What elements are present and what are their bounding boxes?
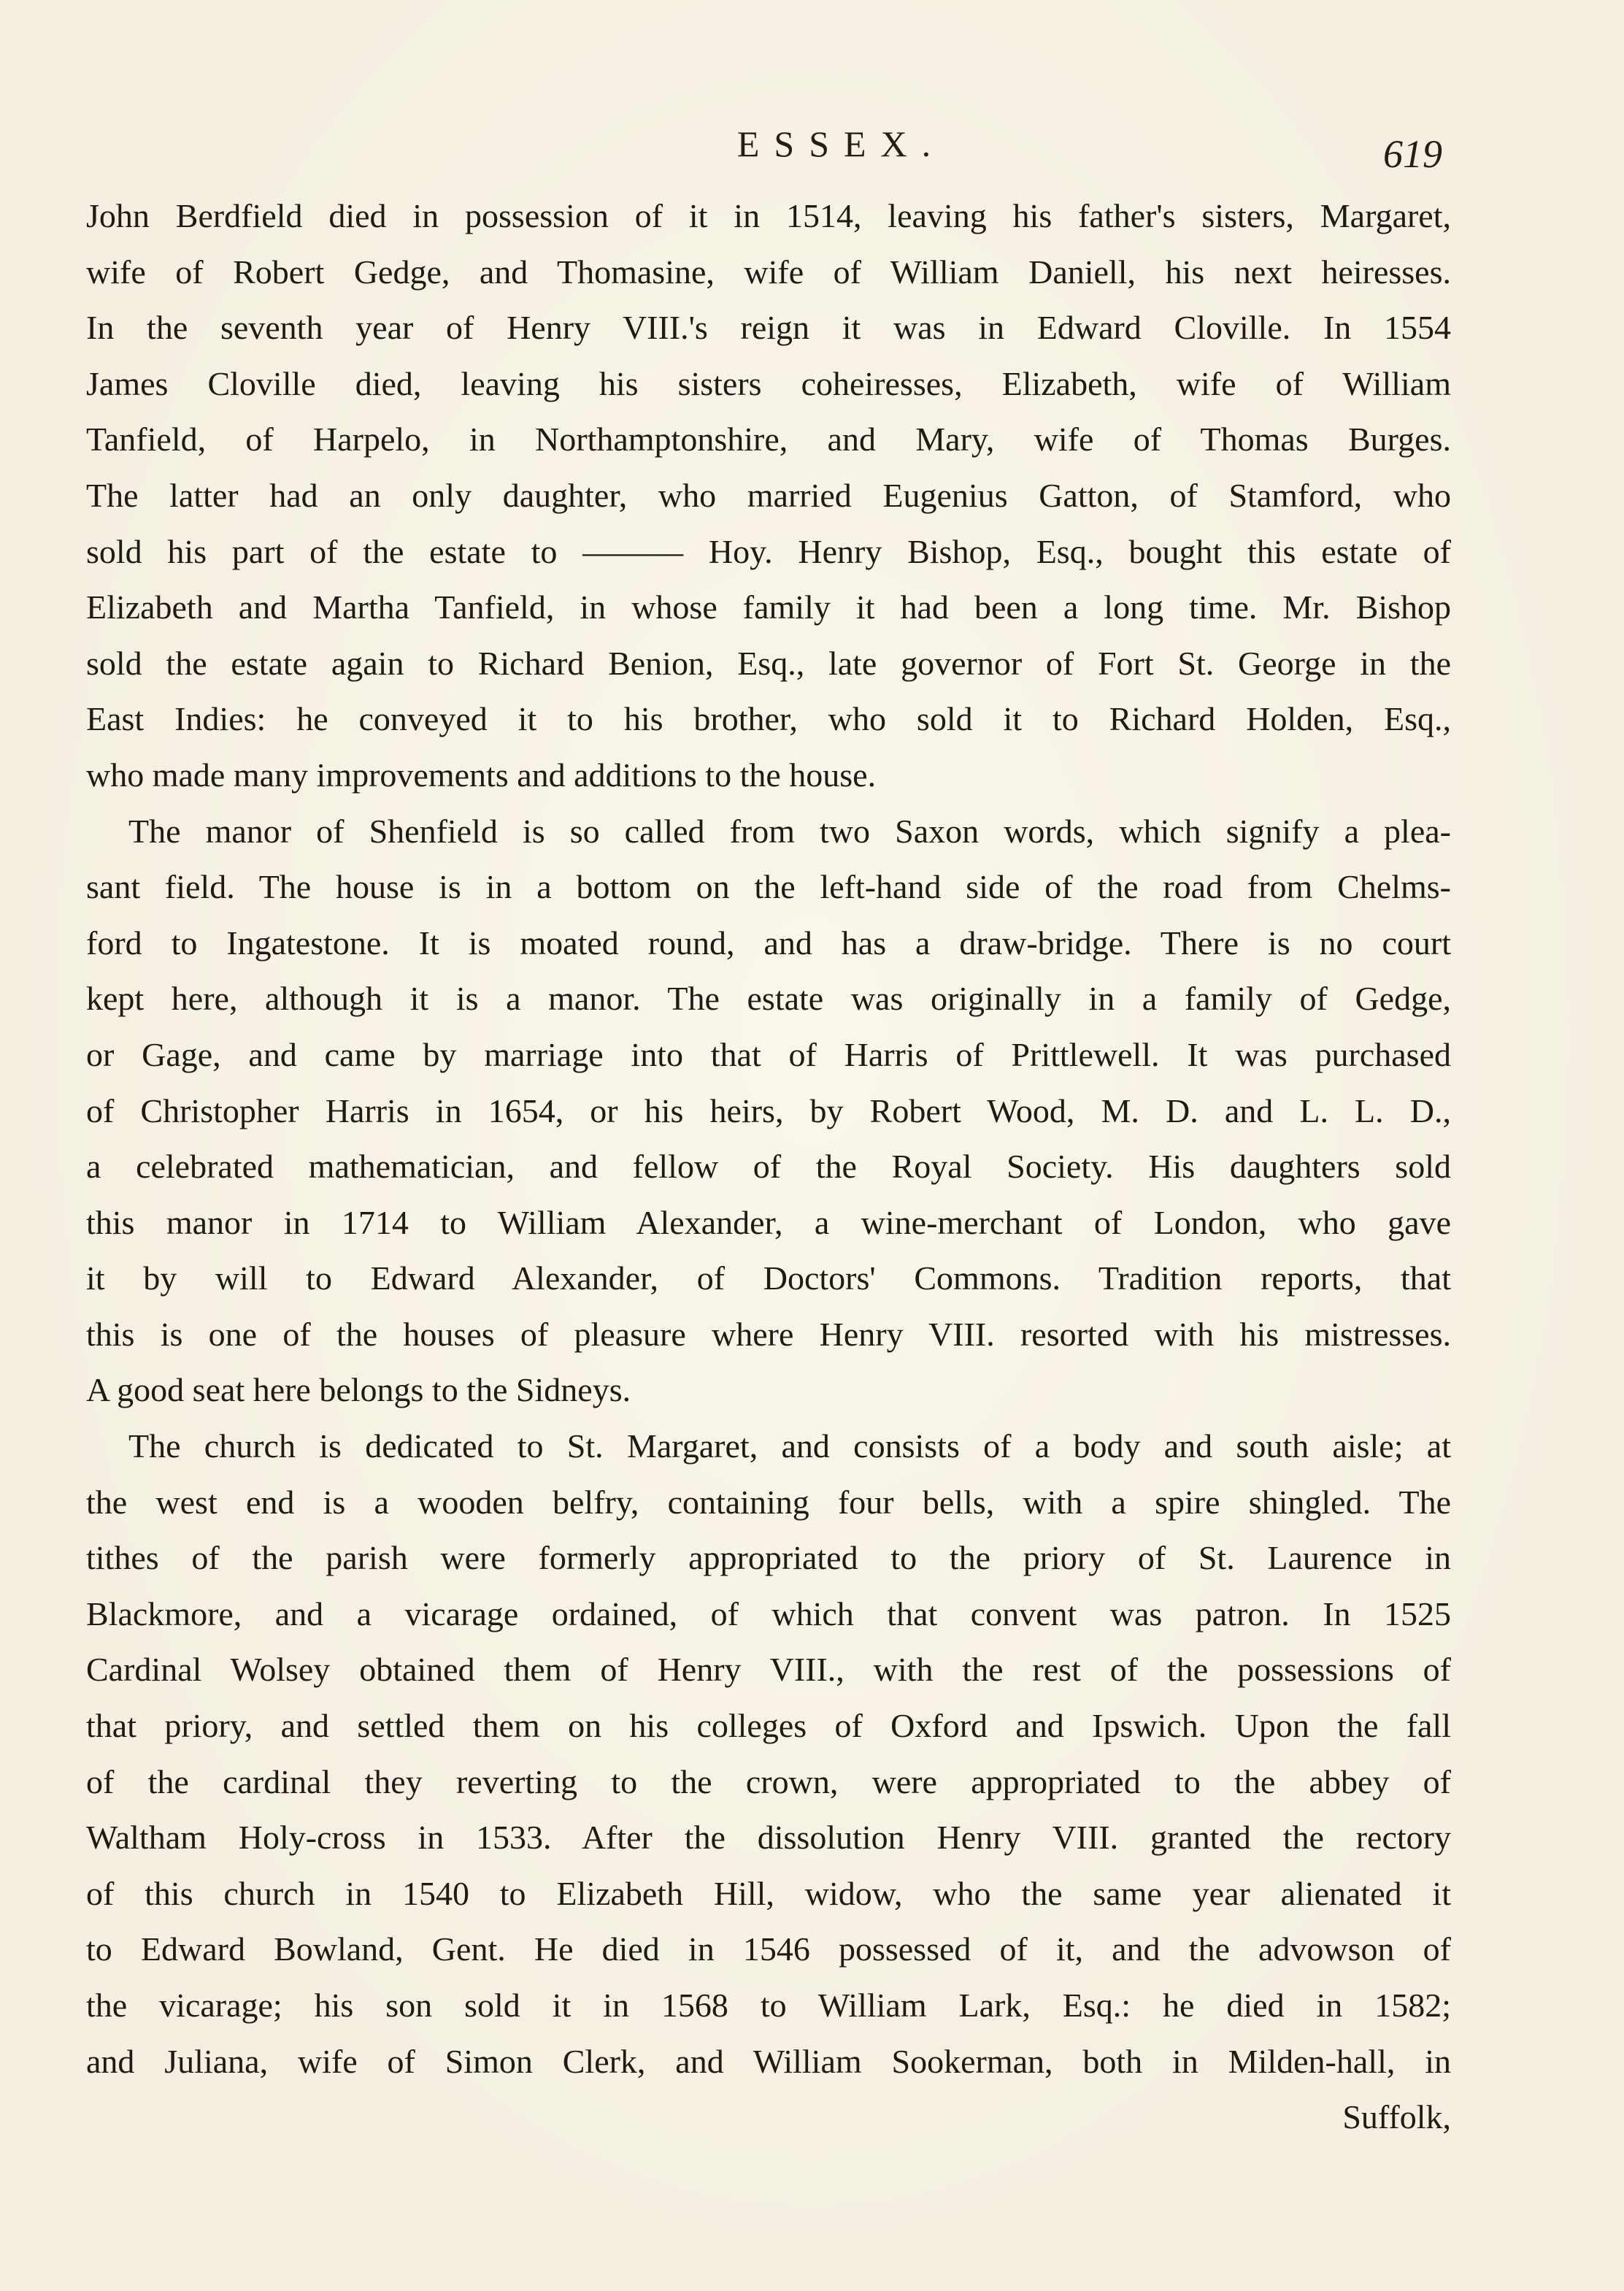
text-line: this manor in 1714 to William Alexander, a wine-merchant of London, who gave bbox=[86, 1203, 1451, 1241]
running-title: ESSEX. bbox=[736, 123, 946, 164]
text-line: kept here, although it is a manor. The estate was originally in a family of Gedge, bbox=[86, 980, 1451, 1018]
text-line: Blackmore, and a vicarage ordained, of which that convent was patron. In 1525 bbox=[86, 1595, 1451, 1632]
text-line: The manor of Shenfield is so called from two Saxon words, which signify a plea- bbox=[128, 812, 1451, 850]
text-line: Tanfield, of Harpelo, in Northamptonshire, and Mary, wife of Thomas Burges. bbox=[86, 421, 1451, 458]
text-line: A good seat here belongs to the Sidneys. bbox=[86, 1371, 631, 1409]
text-line: that priory, and settled them on his colleges of Oxford and Ipswich. Upon the fall bbox=[86, 1707, 1451, 1745]
text-line: or Gage, and came by marriage into that of Harris of Prittlewell. It was purchased bbox=[86, 1035, 1451, 1073]
text-line: this is one of the houses of pleasure where Henry VIII. resorted with his mistresses. bbox=[86, 1315, 1451, 1353]
text-line: John Berdfield died in possession of it in 1514, leaving his father's sisters, Margaret, bbox=[86, 197, 1451, 234]
text-line: to Edward Bowland, Gent. He died in 1546 possessed of it, and the advowson of bbox=[86, 1930, 1451, 1968]
text-line: of this church in 1540 to Elizabeth Hill, widow, who the same year alienated it bbox=[86, 1874, 1451, 1912]
text-line: and Juliana, wife of Simon Clerk, and William Sookerman, both in Milden-hall, in bbox=[86, 2042, 1451, 2080]
text-line: tithes of the parish were formerly appropriated to the priory of St. Laurence in bbox=[86, 1539, 1451, 1577]
text-line: the vicarage; his son sold it in 1568 to William Lark, Esq.: he died in 1582; bbox=[86, 1987, 1451, 2024]
text-line: sold his part of the estate to ——— Hoy. Henry Bishop, Esq., bought this estate of bbox=[86, 532, 1451, 570]
text-line: the west end is a wooden belfry, containing four bells, with a spire shingled. The bbox=[86, 1483, 1451, 1521]
body-text bbox=[86, 188, 1451, 2146]
text-line: Cardinal Wolsey obtained them of Henry VIII., with the rest of the possessions of bbox=[86, 1651, 1451, 1689]
catchword: Suffolk, bbox=[1342, 2098, 1451, 2136]
text-line: of the cardinal they reverting to the crown, were appropriated to the abbey of bbox=[86, 1762, 1451, 1800]
page-number: 619 bbox=[1383, 132, 1442, 176]
text-line: The latter had an only daughter, who married Eugenius Gatton, of Stamford, who bbox=[86, 476, 1451, 514]
text-line: The church is dedicated to St. Margaret, and consists of a body and south aisle; at bbox=[128, 1427, 1451, 1465]
text-line: wife of Robert Gedge, and Thomasine, wife of William Daniell, his next heiresses. bbox=[86, 253, 1451, 291]
text-line: of Christopher Harris in 1654, or his heirs, by Robert Wood, M. D. and L. L. D., bbox=[86, 1091, 1451, 1129]
text-line: sant field. The house is in a bottom on the left-hand side of the road from Chelms- bbox=[86, 868, 1451, 906]
text-line: who made many improvements and additions to the house. bbox=[86, 756, 877, 794]
text-line: In the seventh year of Henry VIII.'s reign it was in Edward Cloville. In 1554 bbox=[86, 309, 1451, 347]
text-line: sold the estate again to Richard Benion, Esq., late governor of Fort St. George in the bbox=[86, 644, 1451, 682]
text-line: ford to Ingatestone. It is moated round, and has a draw-bridge. There is no court bbox=[86, 924, 1451, 962]
text-line: Elizabeth and Martha Tanfield, in whose family it had been a long time. Mr. Bishop bbox=[86, 588, 1451, 626]
text-line: James Cloville died, leaving his sisters coheiresses, Elizabeth, wife of William bbox=[86, 364, 1451, 402]
text-line: Waltham Holy-cross in 1533. After the dissolution Henry VIII. granted the rectory bbox=[86, 1819, 1451, 1857]
text-line: it by will to Edward Alexander, of Doctors' Commons. Tradition reports, that bbox=[86, 1259, 1451, 1297]
text-line: East Indies: he conveyed it to his brother, who sold it to Richard Holden, Esq., bbox=[86, 700, 1451, 738]
text-line: a celebrated mathematician, and fellow of the Royal Society. His daughters sold bbox=[86, 1148, 1451, 1186]
